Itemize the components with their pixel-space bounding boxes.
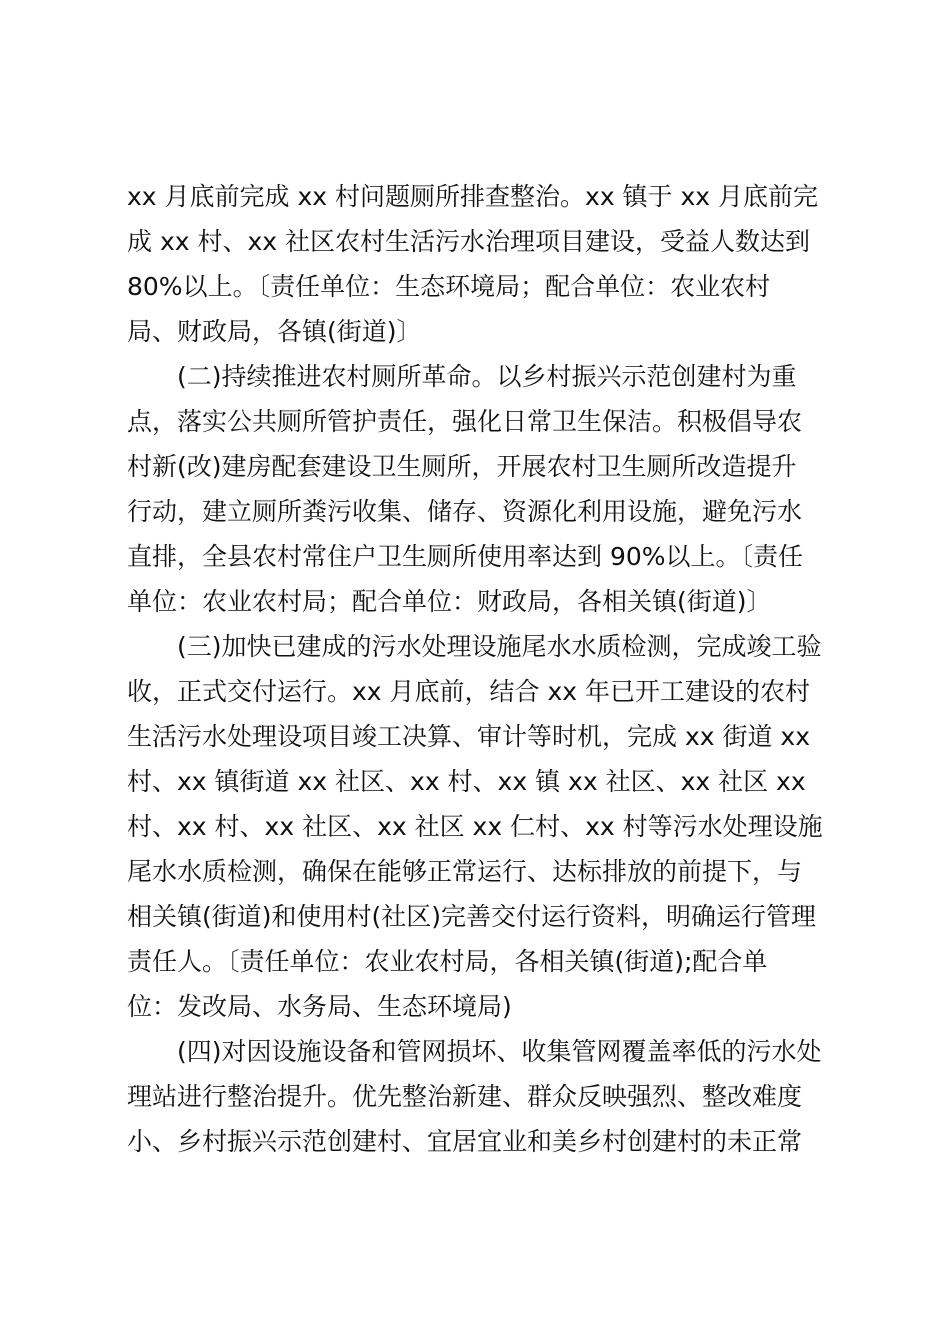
text-line: 收，正式交付运行。xx 月底前，结合 xx 年已开工建设的农村: [127, 677, 811, 706]
text-line: (二)持续推进农村厕所革命。以乡村振兴示范创建村为重: [127, 362, 797, 391]
text-line: 生活污水处理设项目竣工决算、审计等时机，完成 xx 街道 xx: [127, 722, 811, 751]
text-line: 局、财政局，各镇(街道)〕: [127, 317, 422, 346]
text-line: 点，落实公共厕所管护责任，强化日常卫生保洁。积极倡导农: [127, 407, 803, 436]
text-line: 成 xx 村、xx 社区农村生活污水治理项目建设，受益人数达到: [127, 227, 811, 256]
text-line: 直排，全县农村常住户卫生厕所使用率达到 90%以上。〔责任: [127, 542, 804, 571]
text-line: (三)加快已建成的污水处理设施尾水水质检测，完成竣工验: [127, 632, 822, 661]
text-line: 村、xx 村、xx 社区、xx 社区 xx 仁村、xx 村等污水处理设施: [127, 812, 823, 841]
document-body: [127, 174, 833, 1164]
text-line: 单位：农业农村局；配合单位：财政局，各相关镇(街道)〕: [127, 587, 772, 616]
text-line: 尾水水质检测，确保在能够正常运行、达标排放的前提下，与: [127, 857, 803, 886]
text-line: 80%以上。〔责任单位：生态环境局；配合单位：农业农村: [127, 272, 771, 301]
text-line: 相关镇(街道)和使用村(社区)完善交付运行资料，明确运行管理: [127, 902, 817, 931]
text-line: 村、xx 镇街道 xx 社区、xx 村、xx 镇 xx 社区、xx 社区 xx: [127, 767, 806, 796]
text-line: 位：发改局、水务局、生态环境局): [127, 992, 512, 1021]
text-line: (四)对因设施设备和管网损坏、收集管网覆盖率低的污水处: [127, 1037, 822, 1066]
text-line: 责任人。〔责任单位：农业农村局，各相关镇(街道);配合单: [127, 947, 768, 976]
text-line: xx 月底前完成 xx 村问题厕所排查整治。xx 镇于 xx 月底前完: [127, 182, 819, 211]
text-line: 行动，建立厕所粪污收集、储存、资源化利用设施，避免污水: [127, 497, 803, 526]
text-line: 理站进行整治提升。优先整治新建、群众反映强烈、整改难度: [127, 1082, 803, 1111]
text-line: 小、乡村振兴示范创建村、宜居宜业和美乡村创建村的未正常: [127, 1127, 803, 1156]
text-line: 村新(改)建房配套建设卫生厕所，开展农村卫生厕所改造提升: [127, 452, 797, 481]
